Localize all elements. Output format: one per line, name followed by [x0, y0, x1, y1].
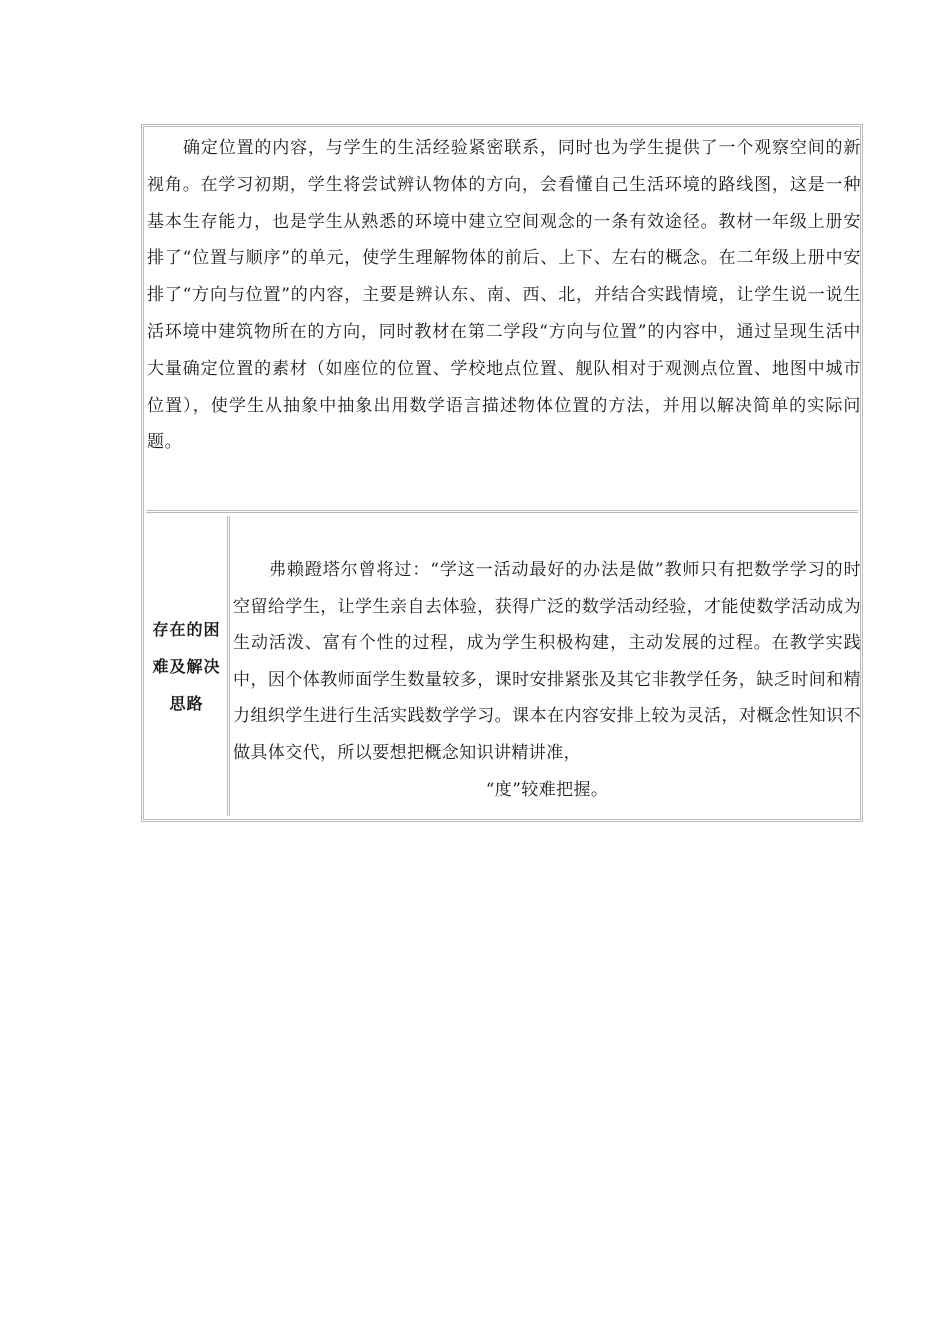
difficulties-row: [144, 516, 860, 819]
position-content-paragraph: 确定位置的内容，与学生的生活经验紧密联系，同时也为学生提供了一个观察空间的新视角。在学习初期，学生将尝试辨认物体的方向，会看懂自己生活环境的路线图，这是一种基本生存能力，也是学生从熟悉的环境中建立空间观念的一条有效途径。教材一年级上册安排了“位置与顺序”的单元，使学生理解物体的前后、上下、左右的概念。在二年级上册中安排了“方向与位置”的内容，主要是辨认东、南、西、北，并结合实践情境，让学生说一说生活环境中建筑物所在的方向，同时教材在第二学段“方向与位置”的内容中，通过呈现生活中大量确定位置的素材（如座位的位置、学校地点位置、舰队相对于观测点位置、地图中城市位置），使学生从抽象中抽象出用数学语言描述物体位置的方法，并用以解决简单的实际问题。: [147, 138, 861, 453]
document-table: [141, 124, 863, 822]
difficulties-content-cell: [233, 552, 861, 808]
difficulties-label-cell: [147, 516, 226, 816]
difficulties-paragraph-tail: “度”较难把握。: [485, 779, 609, 800]
difficulties-paragraph: 弗赖蹬塔尔曾将过：“学这一活动最好的办法是做”教师只有把数学学习的时空留给学生，让学生亲自去体验，获得广泛的数学活动经验，才能使数学活动成为生动活泼、富有个性的过程，成为学生积极构建，主动发展的过程。在教学实践中，因个体教师面学生数量较多，课时安排紧张及其它非教学任务，缺乏时间和精力组织学生进行生活实践数学学习。课本在内容安排上较为灵活，对概念性知识不做具体交代，所以要想把概念知识讲精讲准，: [233, 560, 861, 763]
difficulties-label: 存在的困难及解决思路: [152, 619, 221, 713]
row-divider: [146, 510, 858, 513]
cell-divider: [227, 516, 230, 816]
content-row-top: [144, 127, 860, 510]
